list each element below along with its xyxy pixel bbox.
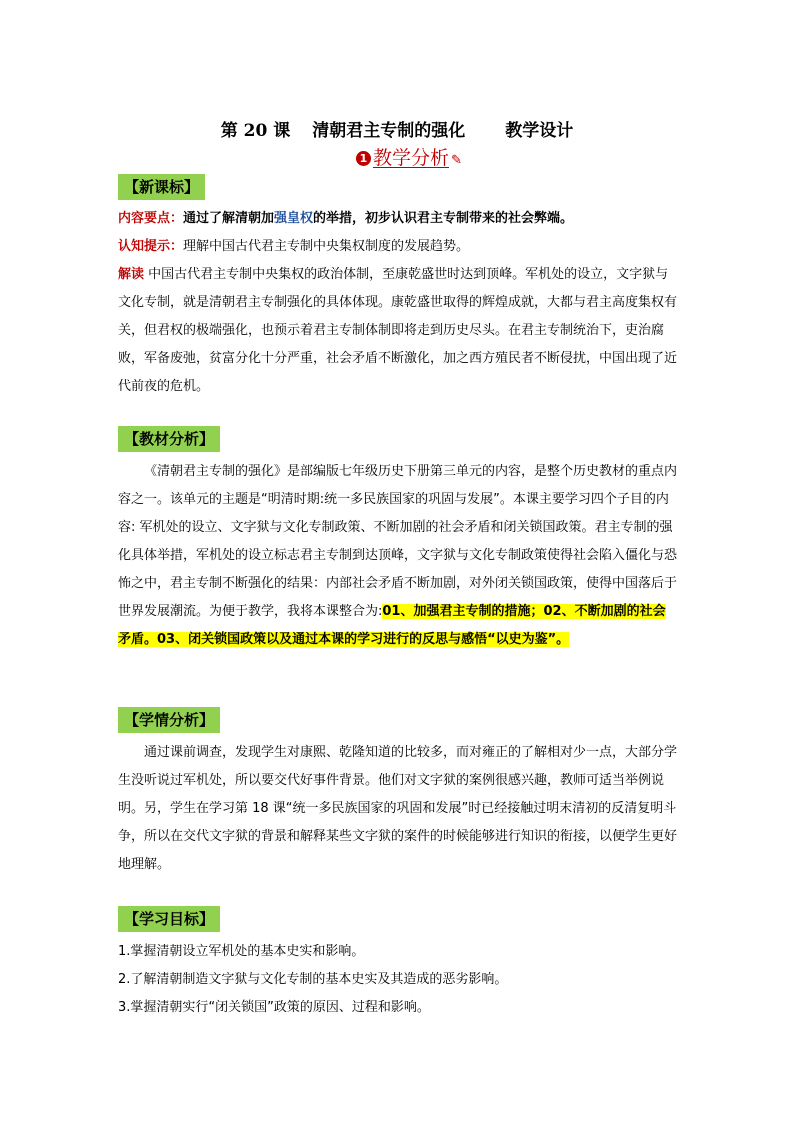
- student-analysis: 通过课前调查，发现学生对康熙、乾隆知道的比较多，而对雍正的了解相对少一点，大部分学生没听说过军机处，所以要交代好事件背景。他们对文字狱的案例很感兴趣，教师可适当举例说明。另，学生在学习第 18 课“统一多民族国家的巩固和发展”时已经接触过明末清初的反清复明斗争，所以在交代文字狱的背景和解释某些文字狱的案件的时候能够进行知识的衔接，以便学生更好地理解。: [118, 745, 678, 872]
- cognition-label: 认知提示：: [118, 239, 184, 254]
- content-points: 内容要点：通过了解清朝加强皇权的举措，初步认识君主专制带来的社会弊端。: [118, 211, 574, 226]
- goal-item: 1.掌握清朝设立军机处的基本史实和影响。: [118, 944, 365, 959]
- goal-item: 2.了解清朝制造文字狱与文化专制的基本史实及其造成的恶劣影响。: [118, 972, 508, 987]
- cognition-hint: 认知提示：理解中国古代君主专制中央集权制度的发展趋势。: [118, 239, 470, 254]
- textbook-analysis: 《清朝君主专制的强化》是部编版七年级历史下册第三单元的内容，是整个历史教材的重点内容之一。该单元的主题是“明清时期:统一多民族国家的巩固与发展”。本课主要学习四个子目的内容: 军机处的设立、文字狱与文化专制政策、不断加剧的社会矛盾和闭关锁国政策。君主专制的强化具体举措，军机处的设立标志君主专制到达顶峰，文字狱与文化专制政策使得社会陷入僵化与恐怖之中，君主专制不断强化的结果：内部社会矛盾不断加剧，对外闭关锁国政策，使得中国落后于世界发展潮流。为便于教学，我将本课整合为:01、加强君主专制的措施；02、不断加剧的社会矛盾。03、闭关锁国政策以及通过本课的学习进行的反思与感悟“以史为鉴”。: [118, 464, 678, 647]
- heading-students: 【学情分析】: [118, 707, 220, 733]
- textbook-highlight: 01、加强君主专制的措施；02、不断加剧的社会矛盾。03、闭关锁国政策以及通过本课的学习进行的反思与感悟“以史为鉴”。: [118, 604, 666, 647]
- magic-wand-icon: ✎: [451, 153, 462, 168]
- content-points-label: 内容要点：: [118, 211, 184, 226]
- subtitle-text: 教学分析: [373, 147, 450, 169]
- heading-textbook: 【教材分析】: [118, 426, 220, 452]
- lesson-number: 第 20 课: [220, 121, 291, 141]
- interpretation-label: 解读: [118, 267, 145, 282]
- lesson-type: 教学设计: [505, 121, 574, 141]
- interpretation: 解读 中国古代君主专制中央集权的政治体制，至康乾盛世时达到顶峰。军机处的设立，文字狱与文化专制，就是清朝君主专制强化的具体体现。康乾盛世取得的辉煌成就，大都与君主高度集权有关，但君权的极端强化，也预示着君主专制体制即将走到历史尽头。在君主专制统治下，吏治腐败，军备废弛，贫富分化十分严重，社会矛盾不断激化，加之西方殖民者不断侵扰，中国出现了近代前夜的危机。: [118, 267, 678, 394]
- number-badge: 1: [356, 151, 371, 166]
- lesson-topic: 清朝君主专制的强化: [312, 121, 466, 141]
- goal-item: 3.掌握清朝实行“闭关锁国”政策的原因、过程和影响。: [118, 1000, 430, 1015]
- section-subtitle: [356, 143, 462, 170]
- heading-goals: 【学习目标】: [118, 906, 220, 932]
- heading-curriculum: 【新课标】: [118, 174, 205, 200]
- lesson-title: [0, 116, 794, 141]
